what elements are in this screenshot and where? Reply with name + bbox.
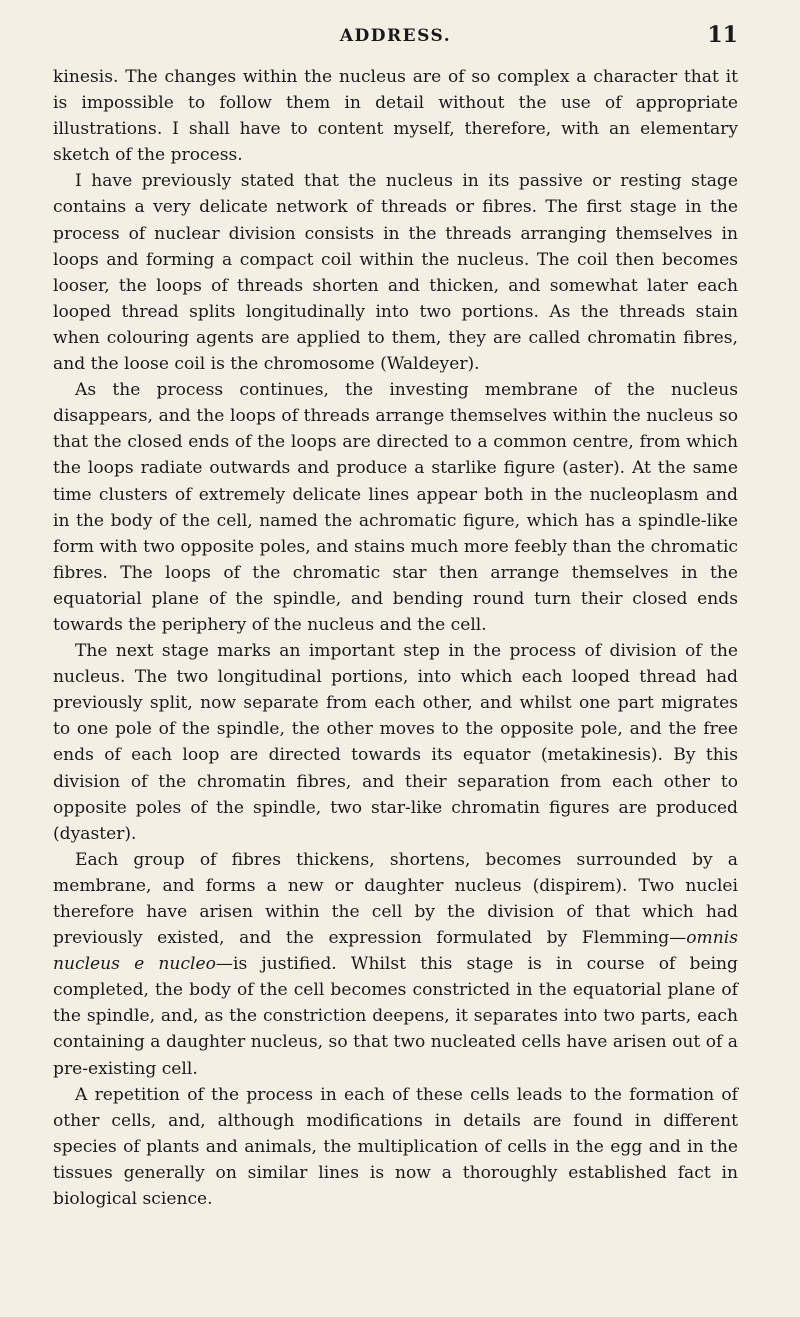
running-header (53, 22, 738, 52)
body-text (53, 64, 738, 1212)
document-page (53, 22, 738, 1212)
paragraph: A repetition of the process in each of these cells leads to the formation of other cells, and, although modifications in details are found in different species of plants and animals, the multiplication of cells in the egg and in the tissues generally on similar lines is now a thoroughly established fact in biological science. (53, 1084, 738, 1210)
running-title: ADDRESS. (339, 26, 452, 46)
paragraph (53, 847, 738, 1082)
paragraph: The next stage marks an important step in the process of division of the nucleus. The two longitudinal portions, into which each looped thread had previously split, now separate from each other, and whilst one part migrates to one pole of the spindle, the other moves to the opposite pole, and the free ends of each loop are directed towards its equator (metakinesis). By this division of the chromatin fibres, and their separation from each other to opposite poles of the spindle, two star-like chromatin figures are produced (dyaster). (53, 641, 738, 844)
latin-phrase: omnis nucleus e nucleo (53, 928, 738, 975)
paragraph-text: —is justified. Whilst this stage is in course of being completed, the body of the cell becomes constricted in the equatorial plane of the spindle, and, as the constriction deepens, it separates into two parts, each containing a daughter nucleus, so that two nucleated cells have arisen out of a pre-existing cell. (53, 954, 739, 1079)
page-number: 11 (707, 22, 738, 48)
paragraph: I have previously stated that the nucleus in its passive or resting stage contains a very delicate network of threads or fibres. The first stage in the process of nuclear division consists in the threads arranging themselves in loops and forming a compact coil within the nucleus. The coil then becomes looser, the loops of threads shorten and thicken, and somewhat later each looped thread splits longitudinally into two portions. As the threads stain when colouring agents are applied to them, they are called chromatin fibres, and the loose coil is the chromosome (Waldeyer). (53, 171, 738, 375)
paragraph: kinesis. The changes within the nucleus are of so complex a character that it is impossible to follow them in detail without the use of appropriate illustrations. I shall have to content myself, therefore, with an elementary sketch of the process. (53, 67, 738, 166)
paragraph: As the process continues, the investing membrane of the nucleus disappears, and the loops of threads arrange themselves within the nucleus so that the closed ends of the loops are directed to a common centre, from which the loops radiate outwards and produce a starlike figure (aster). At the same time clusters of extremely delicate lines appear both in the nucleoplasm and in the body of the cell, named the achromatic figure, which has a spindle-like form with two opposite poles, and stains much more feebly than the chromatic fibres. The loops of the chromatic star then arrange themselves in the equatorial plane of the spindle, and bending round turn their closed ends towards the periphery of the nucleus and the cell. (53, 380, 738, 635)
paragraph-text: Each group of fibres thickens, shortens, becomes surrounded by a membrane, and forms a new or daughter nucleus (dispirem). Two nuclei therefore have arisen within the cell by the division of that which had previously existed, and the expression formulated by Flemming— (53, 849, 738, 949)
